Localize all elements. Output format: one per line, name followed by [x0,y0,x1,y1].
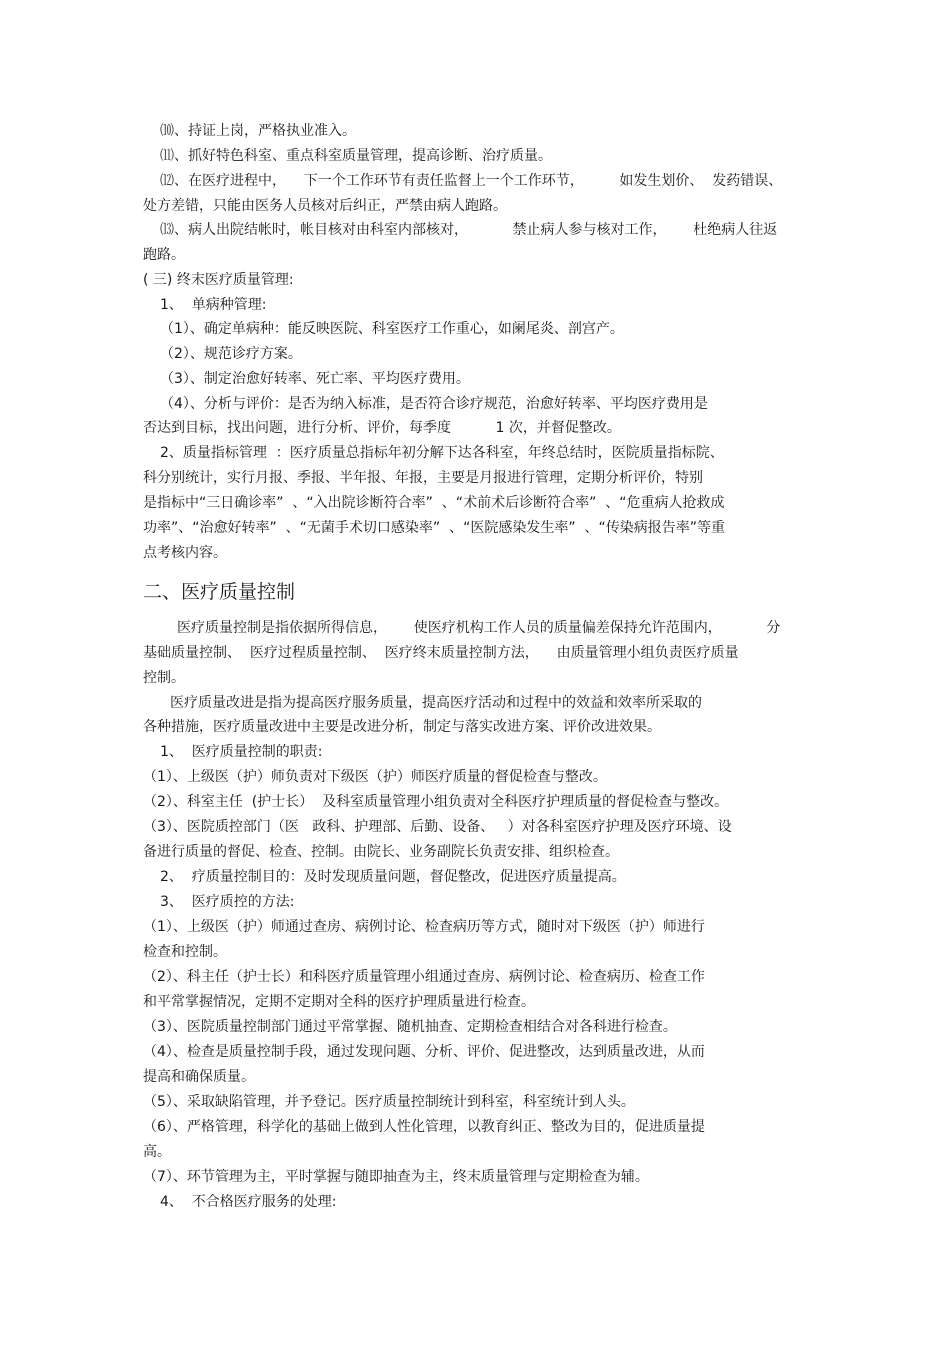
text-line: （3）、医院质量控制部门通过平常掌握、随机抽查、定期检查相结合对各科进行检查。 [143,1019,677,1035]
text-line: 科分别统计，实行月报、季报、半年报、年报，主要是月报进行管理，定期分析评价，特别 [143,470,703,486]
text-line: ⑿、在医疗进程中， 下一个工作环节有责任监督上一个工作环节， 如发生划价、 发药错误、 [160,173,783,189]
text-line: （2）、规范诊疗方案。 [160,346,302,362]
text-line: 医疗质量改进是指为提高医疗服务质量，提高医疗活动和过程中的效益和效率所采取的 [170,695,702,711]
text-line: （4）、分析与评价：是否为纳入标准，是否符合诊疗规范，治愈好转率、平均医疗费用是 [160,396,708,412]
text-line: （1）、上级医（护）师负责对下级医（护）师医疗质量的督促检查与整改。 [143,769,607,785]
text-line: 功率”、“治愈好转率” 、“无菌手术切口感染率” 、“医院感染发生率” 、“传染病报告率”等重 [143,520,725,536]
text-line: （2）、科主任（护士长）和科医疗质量管理小组通过查房、病例讨论、检查病历、检查工作 [143,969,705,985]
text-line: 控制。 [143,670,185,686]
text-line: 备进行质量的督促、检查、控制。由院长、业务副院长负责安排、组织检查。 [143,844,619,860]
text-line: 3、 医疗质控的方法: [160,894,295,910]
text-line: 检查和控制。 [143,944,227,960]
section-heading: 二、医疗质量控制 [143,581,296,603]
text-line: 跑路。 [143,247,185,263]
text-line: （7）、环节管理为主，平时掌握与随即抽查为主，终末质量管理与定期检查为辅。 [143,1169,649,1185]
text-line: （1）、确定单病种：能反映医院、科室医疗工作重心，如阑尾炎、剖宫产。 [160,321,624,337]
text-line: 是指标中“三日确诊率” 、“入出院诊断符合率” 、“术前术后诊断符合率” 、“危重病人抢救成 [143,495,725,511]
text-line: （2）、科室主任 (护士长） 及科室质量管理小组负责对全科医疗护理质量的督促检查与整改。 [143,794,729,810]
text-line: 点考核内容。 [143,545,227,561]
text-line: 2、 疗质量控制目的：及时发现质量问题，督促整改，促进医疗质量提高。 [160,869,626,885]
text-line: 和平常掌握情况，定期不定期对全科的医疗护理质量进行检查。 [143,994,535,1010]
text-line: ⒀、病人出院结帐时，帐目核对由科室内部核对， 禁止病人参与核对工作， 杜绝病人往返 [160,222,778,238]
text-line: ⑾、抓好特色科室、重点科室质量管理，提高诊断、治疗质量。 [160,148,552,164]
text-line: 1、 医疗质量控制的职责: [160,744,323,760]
text-line: （3）、医院质控部门（医 政科、护理部、后勤、设备、 ）对各科室医疗护理及医疗环境、设 [143,819,732,835]
text-line: 否达到目标，找出问题，进行分析、评价，每季度 1 次，并督促整改。 [143,420,621,436]
text-line: 医疗质量控制是指依据所得信息， 使医疗机构工作人员的质量偏差保持允许范围内， 分 [177,620,781,636]
text-line: （4）、检查是质量控制手段，通过发现问题、分析、评价、促进整改，达到质量改进，从而 [143,1044,705,1060]
text-line: 1、 单病种管理: [160,297,267,313]
text-line: （3）、制定治愈好转率、死亡率、平均医疗费用。 [160,371,470,387]
text-line: 高。 [143,1144,171,1160]
text-line: 基础质量控制、 医疗过程质量控制、 医疗终末质量控制方法， 由质量管理小组负责医疗质量 [143,645,739,661]
text-line: 各种措施，医疗质量改进中主要是改进分析，制定与落实改进方案、评价改进效果。 [143,719,661,735]
text-line: 处方差错，只能由医务人员核对后纠正，严禁由病人跑路。 [143,198,507,214]
section-subheading: ( 三) 终末医疗质量管理: [143,272,294,288]
text-line: （6）、严格管理，科学化的基础上做到人性化管理，以教育纠正、整改为目的，促进质量提 [143,1119,705,1135]
text-line: （5）、采取缺陷管理，并予登记。医疗质量控制统计到科室，科室统计到人头。 [143,1094,635,1110]
text-line: 4、 不合格医疗服务的处理: [160,1194,337,1210]
text-line: 2、质量指标管理 ：医疗质量总指标年初分解下达各科室，年终总结时，医院质量指标院、 [160,445,724,461]
text-line: 提高和确保质量。 [143,1069,255,1085]
text-line: ⑽、持证上岗，严格执业准入。 [160,123,356,139]
text-line: （1）、上级医（护）师通过查房、病例讨论、检查病历等方式，随时对下级医（护）师进行 [143,919,705,935]
